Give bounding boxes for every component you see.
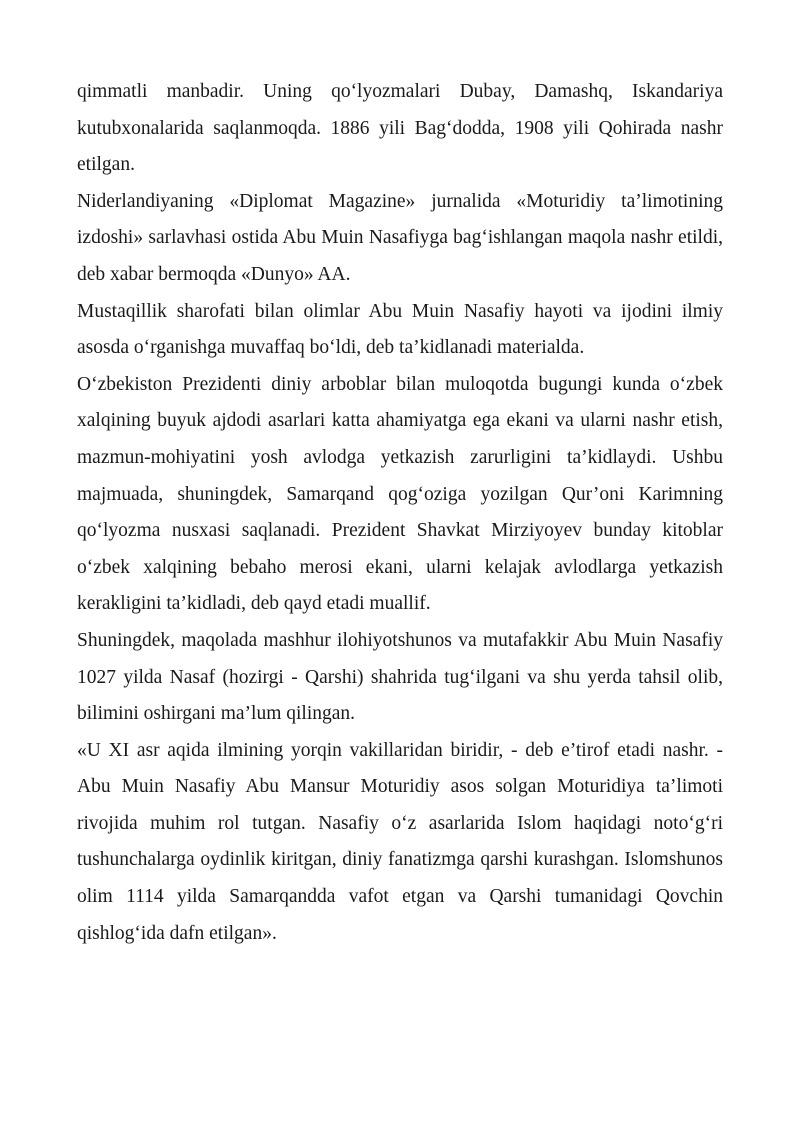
paragraph-president: O‘zbekiston Prezidenti diniy arboblar bilan muloqotda bugungi kunda o‘zbek xalqining buyuk ajdodi asarlari katta ahamiyatga ega ekani va ularni nashr etish, mazmun-mohiyatini yosh avlodga yetkazish zarurligini ta’kidlaydi. Ushbu majmuada, shuningdek, Samarqand qog‘oziga yozilgan Qur’oni Karimning qo‘lyozma nusxasi saqlanadi. Prezident Shavkat Mirziyoyev bunday kitoblar o‘zbek xalqining bebaho merosi ekani, ularni kelajak avlodlarga yetkazish kerakligini ta’kidladi, deb qayd etadi muallif. <box>77 373 723 615</box>
paragraph-biography: Shuningdek, maqolada mashhur ilohiyotshunos va mutafakkir Abu Muin Nasafiy 1027 yilda Nasaf (hozirgi - Qarshi) shahrida tug‘ilgani va shu yerda tahsil olib, bilimini oshirgani ma’lum qilingan. <box>77 629 723 725</box>
paragraph-diplomat-magazine: Niderlandiyaning «Diplomat Magazine» jurnalida «Moturidiy ta’limotining izdoshi» sarlavhasi ostida Abu Muin Nasafiyga bag‘ishlangan maqola nashr etildi, deb xabar bermoqda «Dunyo» AA. <box>77 190 723 285</box>
paragraph-independence: Mustaqillik sharofati bilan olimlar Abu Muin Nasafiy hayoti va ijodini ilmiy asosda o‘rganishga muvaffaq bo‘ldi, deb ta’kidlanadi materialda. <box>77 300 723 359</box>
paragraph-manuscripts: qimmatli manbadir. Uning qo‘lyozmalari Dubay, Damashq, Iskandariya kutubxonalarida saqlanmoqda. 1886 yili Bag‘dodda, 1908 yili Qohirada nashr etilgan. <box>77 81 723 176</box>
document-body <box>77 74 723 952</box>
paragraph-quote: «U XI asr aqida ilmining yorqin vakillaridan biridir, - deb e’tirof etadi nashr. - Abu Muin Nasafiy Abu Mansur Moturidiy asos solgan Moturidiya ta’limoti rivojida muhim rol tutgan. Nasafiy o‘z asarlarida Islom haqidagi noto‘g‘ri tushunchalarga oydinlik kiritgan, diniy fanatizmga qarshi kurashgan. Islomshunos olim 1114 yilda Samarqandda vafot etgan va Qarshi tumanidagi Qovchin qishlog‘ida dafn etilgan». <box>77 739 723 944</box>
